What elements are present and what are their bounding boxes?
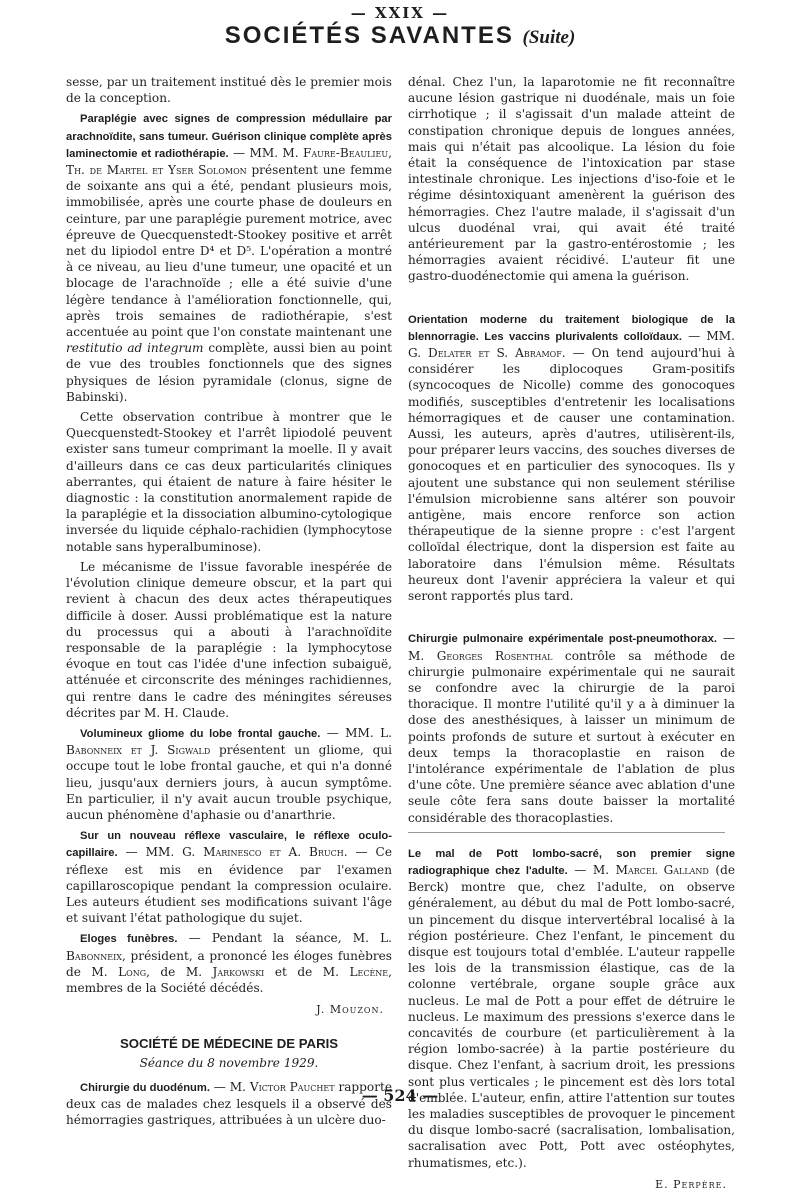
person-name: Lecène xyxy=(349,964,389,979)
article-text: , de M. xyxy=(146,964,213,979)
article-blennorragie xyxy=(408,311,735,605)
left-column xyxy=(66,74,392,1132)
article-mal-de-pott xyxy=(408,845,735,1171)
article-title: Orientation moderne du traitement biologique de la blennorragie. Les vaccins plurivalents colloïdaux. xyxy=(408,313,735,343)
article-authors: L. Babonneix et J. Sigwald xyxy=(66,725,392,758)
article-paragraph: Cette observation contribue à montrer que le Quecquenstedt-Stookey et l'arrêt lipiodolé peuvent exister sans tumeur comprimant la moelle. Il y avait d'ailleurs dans ce cas deux particularités cliniques aberrantes, qui étaient de nature à faire hésiter le diagnostic : la constitution anormalement rapide de la paraplégie et la dissociation albumino-cytologique inversée du liquide céphalo-rachidien (lymphocytose notable sans hyperalbuminose). xyxy=(66,410,392,554)
article-authors: M. Faure-Beaulieu, Th. de Martel et Yser Solomon xyxy=(66,145,392,178)
separator: — M. xyxy=(209,1079,250,1094)
article-text: . — On tend aujourd'hui à considérer les diplocoques Gram-positifs (syncocoques de Nicolle) comme des gonocoques modifiés, susceptibles d'entretenir les localisations hémorragiques et de causer une contamination. Aussi, les auteurs, après d'autres, utilisèrent-ils, pour préparer leurs vaccins, des souches diverses de gonocoques et en particulier des synocoques. Ils y ajoutent une substance qui non seulement stérilise l'émulsion microbienne sans altérer son pouvoir antigène, mais encore renforce son action thérapeutique de la sienne propre : c'est l'argent colloïdal électrique, dont la dispersion est faite au laboratoire dans l'émulsion même. Résultats heureux dont l'avenir appréciera la valeur et qui seront rapportés plus tard. xyxy=(408,346,735,604)
article-title: Paraplégie avec signes de compression médullaire par arachnoïdite, sans tumeur. Guérison clinique complète après laminectomie et radiothérapie. xyxy=(66,113,392,160)
article-text: présentent une femme de soixante ans qui a été, pendant plusieurs mois, immobilisée, après une courte phase de douleurs en ceinture, par une paraplégie purement motrice, avec épreuve de Quecquenstedt-Stookey positive et arrêt net du lipiodol entre D⁴ et D⁵. L'opération a montré à ce niveau, au lieu d'une tumeur, une opacité et un blocage de l'arachnoïde ; elle a été suivie d'une légère tendance à l'amélioration fonctionnelle, qui, après trois semaines de radiothérapie, s'est accentuée au point que l'on constate maintenant une xyxy=(66,163,392,340)
continued-paragraph: dénal. Chez l'un, la laparotomie ne fit reconnaître aucune lésion gastrique ni duodénale, mais un foie cirrhotique ; il s'agissait d'un malade atteint de constipation chronique depuis de longues années, mais qui n'était pas alcoolique. La lésion du foie était la conséquence de l'intoxication par stase intestinale chronique. Les injections d'iso-foie et le régime désintoxiquant amenèrent la guérison des hémorragies. Chez l'autre malade, il s'agissait d'un ulcus duodénal vrai, qui avait été traité antérieurement par la gastro-entérostomie ; les hémorragies avaient récidivé. L'auteur fit une gastro-duodénectomie qui amena la guérison. xyxy=(408,75,735,284)
spacer xyxy=(408,608,735,630)
article-text: , président, a prononcé les éloges funèbres de M. xyxy=(66,948,392,979)
separator: — M. xyxy=(567,862,616,877)
header-title: SOCIÉTÉS SAVANTES xyxy=(224,22,514,49)
spacer xyxy=(408,289,735,311)
continued-paragraph: sesse, par un traitement institué dès le premier mois de la conception. xyxy=(66,75,392,106)
article-eloges xyxy=(66,930,392,996)
section-date: Séance du 8 novembre 1929. xyxy=(139,1055,319,1070)
article-text: rapporte deux cas de malades chez lesquels il a observé des hémorragies gastriques, attribuées à un ulcère duo- xyxy=(66,1079,392,1128)
article-text: et de M. xyxy=(264,964,350,979)
page-number: — 524 — xyxy=(361,1086,439,1105)
signature: E. Perpère. xyxy=(655,1177,727,1191)
article-gliome xyxy=(66,725,392,823)
running-header xyxy=(0,22,800,50)
article-reflexe xyxy=(66,827,392,926)
roman-page-number: — XXIX — xyxy=(350,4,450,22)
article-text: (de Berck) montre que, chez l'adulte, on observe généralement, au début du mal de Pott lombo-sacré, un pincement du disque intervertébral localisé à la région postérieure. Chez l'enfant, le pincement du disque est toujours total d'emblée. L'auteur rappelle les lois de la transmission élastique, cas de la colonne vertébrale, organe souple grâce aux nucleus. Le mal de Pott a pour effet de détruire le nucleus. Le maximum des pressions s'exerce dans le concavités de courbure (et particulièrement à la région lombo-sacrée) à la partie postérieure du disque. Chez l'enfant, à sacrium droit, les pressions sont plus verticales ; le pincement est dès lors total d'emblée. L'auteur, enfin, attire l'attention sur toutes les maladies susceptibles de provoquer le pincement du disque lombo-sacré (sacralisation, lombalisation, sacralisation avec Pott, Pott avec ostéophytes, rhumatismes, etc.). xyxy=(408,862,736,1170)
article-text-cont: complète, aussi bien au point de vue des troubles fonctionnels que des signes physiques de lésion pyramidale (clonus, signe de Babinski). xyxy=(66,341,393,404)
article-title: Sur un nouveau réflexe vasculaire, le réflexe oculo-capillaire. xyxy=(66,830,392,860)
article-authors: G. Marinesco et A. Bruch xyxy=(182,845,344,860)
article-title: Volumineux gliome du lobe frontal gauche. xyxy=(80,727,321,740)
latin-phrase: restitutio ad integrum xyxy=(66,341,204,356)
article-text: . — Ce réflexe est mis en évidence par l'examen capillaroscopique pendant la compression oculaire. Les auteurs étudient ses modifications suivant l'âge et suivant l'état pathologique du sujet. xyxy=(66,845,392,926)
signature: J. Mouzon. xyxy=(316,1003,384,1017)
article-authors: Georges Rosenthal xyxy=(436,648,553,663)
person-name: L. Babonneix xyxy=(66,931,392,963)
divider xyxy=(408,832,725,833)
separator: — MM. xyxy=(228,145,283,160)
article-paraplegie xyxy=(66,110,392,405)
article-paragraph: Le mécanisme de l'issue favorable inespérée de l'évolution clinique demeure obscur, et la part qui revient à chacun des deux actes thérapeutiques difficile à doser. Aussi problématique est la nature du processus qui a abouti à l'arachnoïdite responsable de la paraplégie : la lymphocytose évoque en tout cas l'idée d'une infection subaiguë, atténuée et circonscrite des méninges rachidiennes, qui rentre dans le cadre des méningites séreuses décrites par M. H. Claude. xyxy=(66,559,392,720)
person-name: Jarkowski xyxy=(212,964,265,979)
article-title: Le mal de Pott lombo-sacré, son premier signe radiographique chez l'adulte. xyxy=(408,847,735,877)
article-title: Chirurgie pulmonaire expérimentale post-pneumothorax. xyxy=(408,633,717,646)
separator: — M. xyxy=(408,631,735,663)
header-suite: (Suite) xyxy=(522,27,576,48)
person-name: Long xyxy=(118,964,147,979)
article-text: contrôle sa méthode de chirurgie pulmonaire expérimentale qui ne saurait se confondre avec la chirurgie de la paroi thoracique. Il montre l'utilité qu'il y a à diminuer la dose des anesthésiques, à laisser un minimum de points profonds de suture et surtout à exécuter en deux temps la thoracoplastie en raison de l'intolérance expérimentale de l'ablation de plus d'une côte. Une première séance avec ablation d'une seule côte fera sans doute baisser la mortalité considérable des thoracoplasties. xyxy=(408,648,735,825)
separator: — MM. xyxy=(682,328,735,343)
article-authors: Victor Pauchet xyxy=(249,1079,335,1094)
article-title: Chirurgie du duodénum. xyxy=(80,1081,210,1094)
article-authors: Marcel Galland xyxy=(615,862,709,877)
article-text: présentent un gliome, qui occupe tout le lobe frontal gauche, et qui n'a donné lieu, jusqu'aux derniers jours, à aucun symptôme. En particulier, il n'y avait aucun trouble psychique, aucun phénomène d'aphasie ou d'anarthrie. xyxy=(66,743,392,822)
article-text: , membres de la Société décédés. xyxy=(66,964,392,995)
article-chirurgie-pulmonaire xyxy=(408,630,735,825)
article-authors: G. Delater et S. Abramof xyxy=(408,346,562,361)
right-column xyxy=(408,74,735,1197)
article-title: Eloges funèbres. xyxy=(80,933,178,946)
separator: — MM. xyxy=(320,725,381,740)
separator: — MM. xyxy=(117,845,183,860)
section-title: SOCIÉTÉ DE MÉDECINE DE PARIS xyxy=(119,1036,339,1052)
article-text: — Pendant la séance, M. xyxy=(177,931,381,946)
